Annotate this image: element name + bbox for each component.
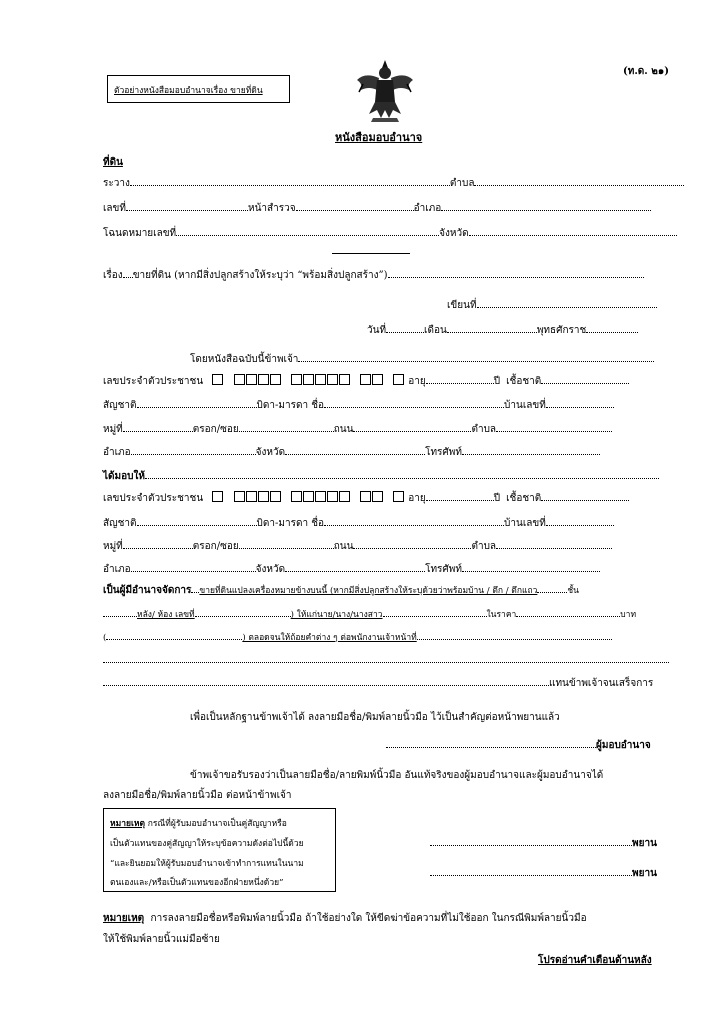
sample-label-box bbox=[107, 75, 290, 103]
divider bbox=[332, 253, 410, 254]
certify-line-2: ลงลายมือชื่อ/พิมพ์ลายนิ้วมือ ต่อหน้าข้าพเจ้า bbox=[103, 790, 292, 801]
authorized-row-2: หลัง/ ห้อง เลขที่ ) ให้แก่นาย/นาง/นางสาว ในราคา บาท bbox=[103, 607, 636, 621]
authorized-row-1: เป็นผู้มีอำนาจจัดการ ขายที่ดินแปลงเครื่องหมายข้างบนนี้ (หากมีสิ่งปลูกสร้างให้ระบุด้วยว่าพร้อมบ้าน / ตึก / ตึกแถว ชั้น bbox=[103, 585, 579, 596]
grantor-row-2: สัญชาติ บิดา-มารดา ชื่อ บ้านเลขที่ bbox=[103, 398, 614, 413]
note-box bbox=[103, 808, 336, 892]
witness-row-1: พยาน bbox=[430, 836, 657, 851]
note-line-2: เป็นตัวแทนของคู่สัญญาให้ระบุข้อความดังต่อไปนี้ด้วย bbox=[110, 839, 304, 849]
land-row-2: เลขที่ หน้าสำรวจ อำเภอ bbox=[103, 201, 651, 216]
land-row-1: ระวาง ตำบล bbox=[103, 176, 684, 191]
note-line-1: กรณีที่ผู้รับมอบอำนาจเป็นคู่สัญญาหรือ bbox=[147, 819, 287, 829]
footer-note-line-1: หมายเหตุ การลงลายมือชื่อหรือพิมพ์ลายนิ้วมือ ถ้าใช้อย่างใด ให้ขีดฆ่าข้อความที่ไม่ใช้ออก ในกรณีพิมพ์ลายนิ้วมือ bbox=[103, 913, 587, 924]
note-heading: หมายเหตุ bbox=[110, 819, 145, 829]
footer-note-line-2: ให้ใช้พิมพ์ลายนิ้วแม่มือซ้าย bbox=[103, 934, 220, 945]
grant-to-row: ได้มอบให้ bbox=[103, 469, 659, 484]
form-code: (ท.ด. ๒๑) bbox=[623, 66, 669, 77]
grantee-row-2: สัญชาติ บิดา-มารดา ชื่อ บ้านเลขที่ bbox=[103, 516, 614, 531]
grantee-id-row: เลขประจำตัวประชาชน อายุ ปี เชื้อชาติ bbox=[103, 491, 629, 506]
date-row: วันที่ เดือน พุทธศักราช bbox=[367, 323, 638, 338]
grantor-row-4: อำเภอ จังหวัด โทรศัพท์ bbox=[103, 445, 600, 460]
note-line-3: “และยินยอมให้ผู้รับมอบอำนาจเข้าทำการแทนในนาม bbox=[110, 859, 304, 869]
grantor-id-row: เลขประจำตัวประชาชน อายุ ปี เชื้อชาติ bbox=[103, 374, 629, 389]
blank-line-1 bbox=[103, 653, 669, 666]
evidence-text: เพื่อเป็นหลักฐานข้าพเจ้าได้ ลงลายมือชื่อ/พิมพ์ลายนิ้วมือ ไว้เป็นสำคัญต่อหน้าพยานแล้ว bbox=[190, 712, 560, 723]
witness-row-2: พยาน bbox=[430, 866, 657, 881]
page-title: หนังสือมอบอำนาจ bbox=[335, 131, 423, 144]
grantor-signature-row: ผู้มอบอำนาจ bbox=[386, 738, 651, 753]
grantee-row-3: หมู่ที่ ตรอก/ซอย ถนน ตำบล bbox=[103, 539, 612, 554]
read-back-notice: โปรดอ่านคำเตือนด้านหลัง bbox=[538, 955, 652, 966]
land-heading: ที่ดิน bbox=[103, 157, 123, 168]
grantor-row-3: หมู่ที่ ตรอก/ซอย ถนน ตำบล bbox=[103, 422, 612, 437]
land-row-3: โฉนดหมายเลขที่ จังหวัด bbox=[103, 226, 677, 241]
until-done-row: แทนข้าพเจ้าจนเสร็จการ bbox=[103, 676, 653, 691]
authorized-row-3: ( ) ตลอดจนให้ถ้อยคำต่าง ๆ ต่อพนักงานเจ้าหน้าที่ bbox=[103, 630, 612, 644]
written-at-row: เขียนที่ bbox=[447, 298, 657, 313]
certify-line-1: ข้าพเจ้าขอรับรองว่าเป็นลายมือชื่อ/ลายพิมพ์นิ้วมือ อันแท้จริงของผู้มอบอำนาจและผู้มอบอำนาจได้ bbox=[190, 770, 604, 781]
intro-row: โดยหนังสือฉบับนี้ข้าพเจ้า bbox=[190, 352, 654, 367]
note-line-4: ตนเองและ/หรือเป็นตัวแทนของอีกฝ่ายหนึ่งด้วย” bbox=[110, 878, 284, 888]
grantee-row-4: อำเภอ จังหวัด โทรศัพท์ bbox=[103, 562, 600, 577]
sample-label: ตัวอย่างหนังสือมอบอำนาจเรื่อง ขายที่ดิน bbox=[114, 86, 263, 96]
garuda-emblem-icon bbox=[355, 58, 415, 124]
subject-row: เรื่อง ขายที่ดิน (หากมีสิ่งปลูกสร้างให้ระบุว่า “พร้อมสิ่งปลูกสร้าง”) bbox=[103, 268, 644, 283]
